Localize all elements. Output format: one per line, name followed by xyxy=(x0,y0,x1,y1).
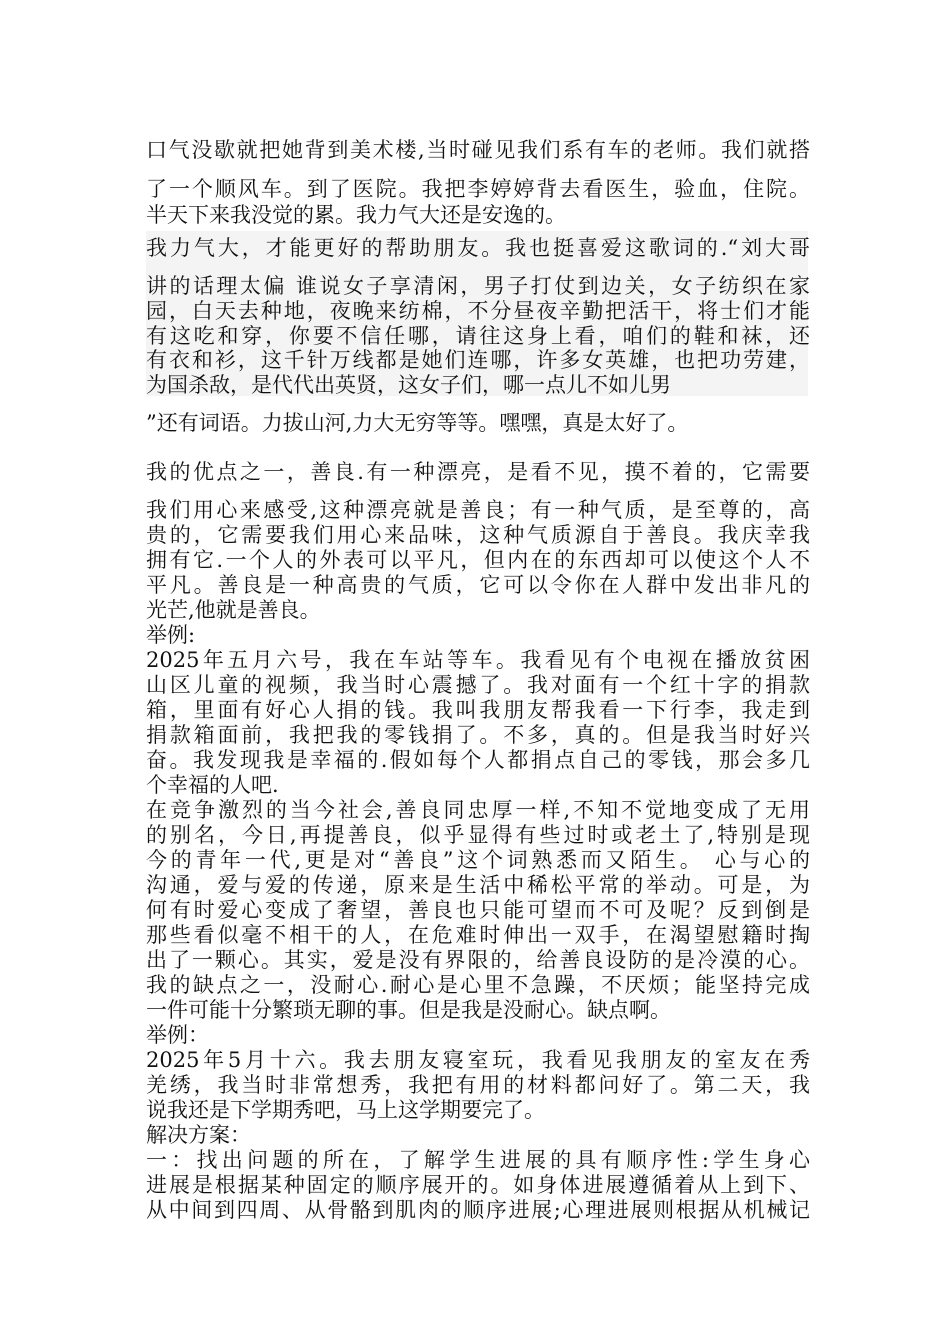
text-line: 光芒,他就是善良。 xyxy=(146,598,321,622)
text-line: 我的优点之一，善良.有一种漂亮，是看不见，摸不着的，它需要 xyxy=(146,460,810,484)
text-line: 2025年5月十六。我去朋友寝室玩，我看见我朋友的室友在秀 xyxy=(146,1048,810,1072)
text-line: 个幸福的人吧. xyxy=(146,773,279,797)
text-line: 今的青年一代,更是对“善良”这个词熟悉而又陌生。 心与心的 xyxy=(146,848,810,872)
text-line: 沟通，爱与爱的传递，原来是生活中稀松平常的举动。可是，为 xyxy=(146,873,810,897)
text-line: 园，白天去种地，夜晚来纺棉，不分昼夜辛勤把活干，将士们才能 xyxy=(146,299,810,323)
text-line: 一：找出问题的所在，了解学生进展的具有顺序性:学生身心 xyxy=(146,1148,810,1172)
text-line: 平凡。善良是一种高贵的气质，它可以令你在人群中发出非凡的 xyxy=(146,573,810,597)
text-line: 为国杀敌，是代代出英贤，这女子们，哪一点儿不如儿男 xyxy=(146,373,671,397)
text-line: 讲的话理太偏 谁说女子享清闲，男子打仗到边关，女子纺织在家 xyxy=(146,274,810,298)
text-line: 了一个顺风车。到了医院。我把李婷婷背去看医生，验血，住院。 xyxy=(146,177,810,201)
text-line: 有这吃和穿，你要不信任哪，请往这身上看，咱们的鞋和袜，还 xyxy=(146,324,810,348)
text-line: 何有时爱心变成了奢望，善良也只能可望而不可及呢？反到倒是 xyxy=(146,898,810,922)
text-line: 举例： xyxy=(146,1023,209,1047)
text-line: 解决方案： xyxy=(146,1123,251,1147)
text-line: 我们用心来感受,这种漂亮就是善良；有一种气质，是至尊的，高 xyxy=(146,498,810,522)
text-line: 箱，里面有好心人捐的钱。我叫我朋友帮我看一下行李，我走到 xyxy=(146,698,810,722)
text-line: 捐款箱面前，我把我的零钱捐了。不多，真的。但是我当时好兴 xyxy=(146,723,810,747)
text-line: 拥有它.一个人的外表可以平凡，但内在的东西却可以使这个人不 xyxy=(146,548,810,572)
text-line: 说我还是下学期秀吧，马上这学期要完了。 xyxy=(146,1098,545,1122)
text-line: 举例: xyxy=(146,623,196,647)
text-line: 山区儿童的视频，我当时心震撼了。我对面有一个红十字的捐款 xyxy=(146,673,810,697)
text-line: 羌绣，我当时非常想秀，我把有用的材料都问好了。第二天，我 xyxy=(146,1073,810,1097)
text-line: 那些看似毫不相干的人，在危难时伸出一双手，在渴望慰籍时掏 xyxy=(146,923,810,947)
text-line: 出了一颗心。其实，爱是没有界限的，给善良设防的是冷漠的心。 xyxy=(146,948,810,972)
text-line: 半天下来我没觉的累。我力气大还是安逸的。 xyxy=(146,203,566,227)
text-line: 在竞争激烈的当今社会,善良同忠厚一样,不知不觉地变成了无用 xyxy=(146,798,810,822)
text-line: 的别名，今日,再提善良，似乎显得有些过时或老土了,特别是现 xyxy=(146,823,810,847)
text-line: 我的缺点之一，没耐心.耐心是心里不急躁，不厌烦；能坚持完成 xyxy=(146,973,810,997)
text-line: 2025年五月六号，我在车站等车。我看见有个电视在播放贫困 xyxy=(146,648,810,672)
text-line: 贵的，它需要我们用心来品味，这种气质源自于善良。我庆幸我 xyxy=(146,523,810,547)
text-line: 有衣和衫，这千针万线都是她们连哪，许多女英雄，也把功劳建， xyxy=(146,348,810,372)
text-line: 口气没歇就把她背到美术楼,当时碰见我们系有车的老师。我们就搭 xyxy=(146,138,810,162)
text-line: ”还有词语。力拔山河,力大无穷等等。嘿嘿，真是太好了。 xyxy=(146,411,689,435)
text-line: 一件可能十分繁琐无聊的事。但是我是没耐心。缺点啊。 xyxy=(146,998,671,1022)
text-line: 进展是根据某种固定的顺序展开的。如身体进展遵循着从上到下、 xyxy=(146,1173,810,1197)
text-line: 从中间到四周、从骨骼到肌肉的顺序进展;心理进展则根据从机械记 xyxy=(146,1198,810,1222)
text-line: 我力气大，才能更好的帮助朋友。我也挺喜爱这歌词的.“刘大哥 xyxy=(146,236,810,260)
text-line: 奋。我发现我是幸福的.假如每个人都捐点自己的零钱，那会多几 xyxy=(146,748,810,772)
